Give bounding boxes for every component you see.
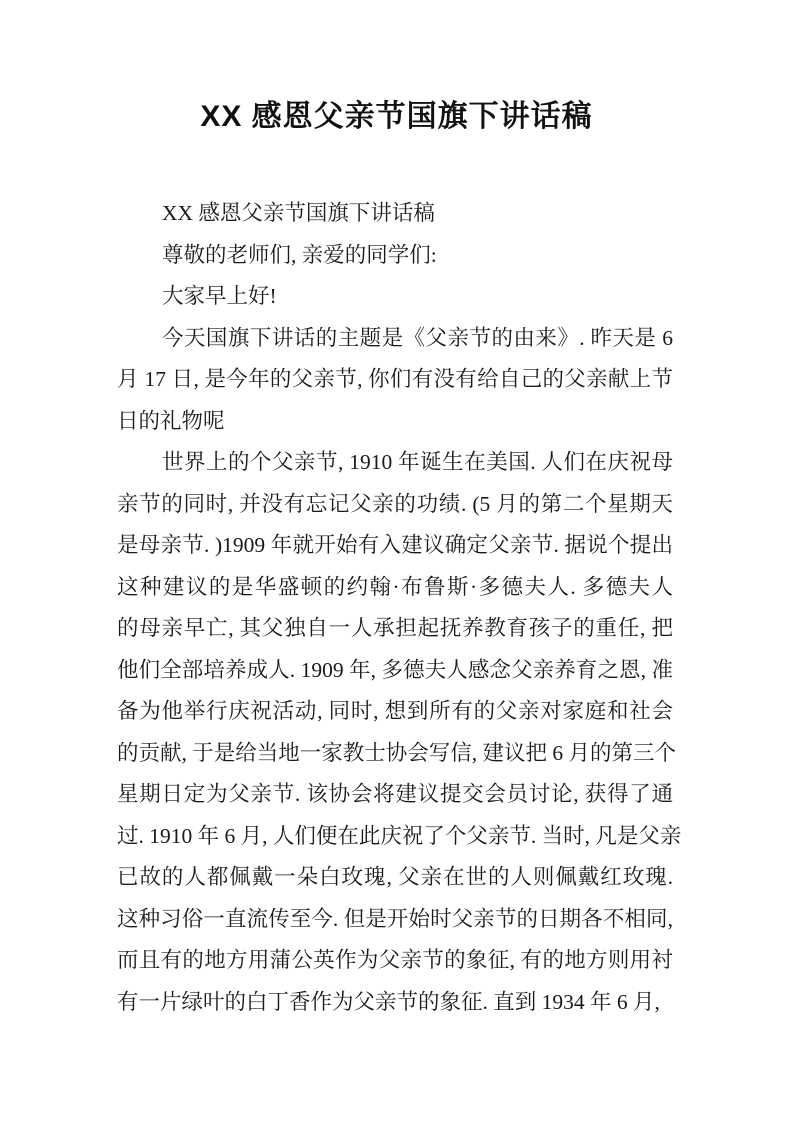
text-line: 的母亲早亡, 其父独自一人承担起抚养教育孩子的重任, 把: [117, 616, 673, 640]
text-line: 他们全部培养成人. 1909 年, 多德夫人感念父亲养育之恩, 准: [117, 657, 673, 682]
text-line: 大家早上好!: [162, 284, 277, 308]
document-body: [117, 193, 682, 1023]
paragraph: [117, 276, 673, 318]
text-line: 而且有的地方用蒲公英作为父亲节的象征, 有的地方则用衬: [117, 948, 673, 972]
paragraph: [117, 442, 682, 1023]
text-line: 备为他举行庆祝活动, 同时, 想到所有的父亲对家庭和社会: [117, 699, 673, 723]
text-line: 这种建议的是华盛顿的约翰·布鲁斯·多德夫人. 多德夫人: [117, 574, 673, 599]
paragraph: [117, 193, 673, 235]
text-line: 世界上的个父亲节, 1910 年诞生在美国. 人们在庆祝母: [162, 450, 673, 474]
text-line: 尊敬的老师们, 亲爱的同学们:: [162, 242, 437, 267]
text-line: 的贡献, 于是给当地一家教士协会写信, 建议把 6 月的第三个: [117, 740, 677, 765]
text-line: 日的礼物呢: [117, 408, 225, 433]
paragraph: [117, 235, 673, 277]
text-line: 这种习俗一直流传至今. 但是开始时父亲节的日期各不相同,: [117, 906, 673, 931]
text-line: 是母亲节. )1909 年就开始有入建议确定父亲节. 据说个提出: [117, 533, 673, 557]
document-title: XX 感恩父亲节国旗下讲话稿: [200, 100, 593, 133]
paragraph: [117, 318, 673, 443]
text-line: 星期日定为父亲节. 该协会将建议提交会员讨论, 获得了通: [117, 782, 673, 806]
text-line: 过. 1910 年 6 月, 人们便在此庆祝了个父亲节. 当时, 凡是父亲: [117, 823, 682, 848]
text-line: 亲节的同时, 并没有忘记父亲的功绩. (5 月的第二个星期天: [117, 491, 673, 516]
text-line: 今天国旗下讲话的主题是《父亲节的由来》. 昨天是 6: [162, 325, 673, 350]
text-line: XX 感恩父亲节国旗下讲话稿: [162, 201, 435, 225]
text-line: 已故的人都佩戴一朵白玫瑰, 父亲在世的人则佩戴红玫瑰.: [117, 865, 673, 889]
text-line: 有一片绿叶的白丁香作为父亲节的象征. 直到 1934 年 6 月,: [117, 989, 660, 1014]
text-line: 月 17 日, 是今年的父亲节, 你们有没有给自己的父亲献上节: [117, 367, 673, 391]
